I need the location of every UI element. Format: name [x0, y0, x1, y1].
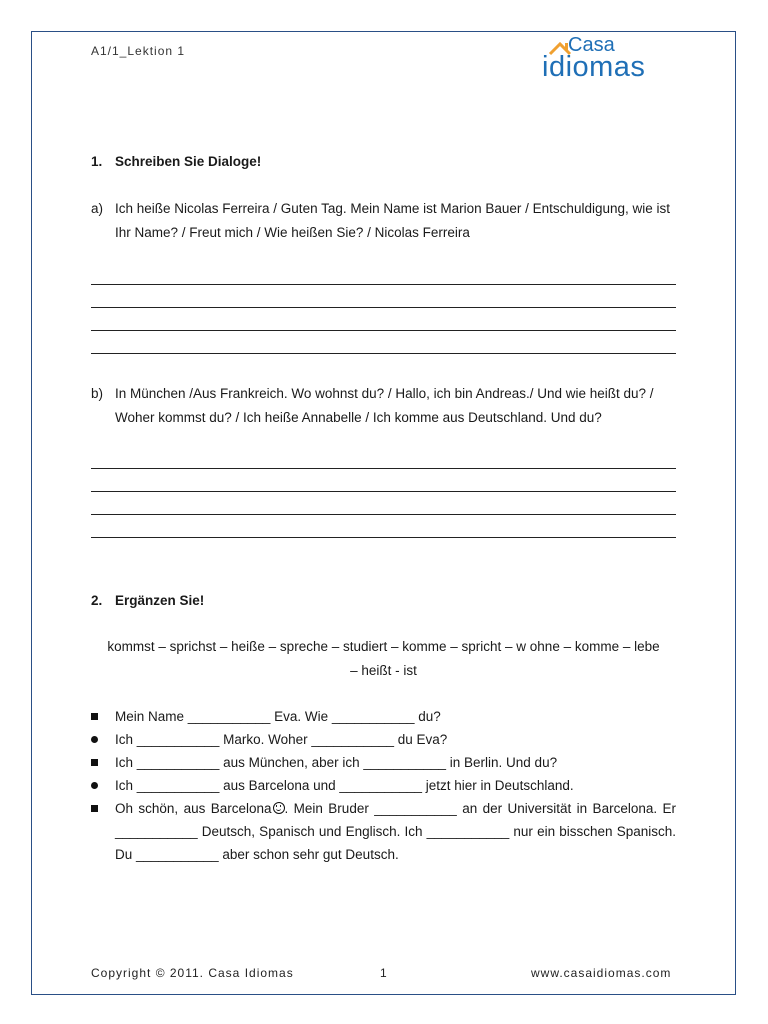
lesson-label: A1/1_Lektion 1 [91, 44, 186, 58]
section-2-number: 2. [91, 593, 103, 608]
fill-in-exercise [91, 705, 676, 866]
square-bullet-icon [91, 797, 107, 821]
exercise-item-text: Ich ___________ Marko. Woher ___________ du Eva? [115, 732, 448, 747]
exercise-item-text-end: . Mein Bruder ___________ an der Universität in Barcelona. Er ___________ Deutsch, Spanisch und Englisch. Ich ___________ nur ein bisschen Spanisch. Du ___________ aber schon sehr gut Deutsch. [115, 801, 676, 862]
answer-line[interactable] [91, 284, 676, 285]
exercise-item [91, 705, 676, 728]
circle-bullet-icon [91, 774, 107, 798]
answer-line[interactable] [91, 468, 676, 469]
casa-idiomas-logo [540, 34, 670, 84]
task-a-label: a) [91, 201, 104, 216]
section-1-title: Schreiben Sie Dialoge! [115, 154, 262, 169]
exercise-item [91, 774, 676, 797]
circle-bullet-icon [91, 728, 107, 752]
logo-idiomas-text: idiomas [542, 51, 646, 83]
footer-website[interactable]: www.casaidiomas.com [531, 966, 672, 980]
exercise-item [91, 751, 676, 774]
section-1-number: 1. [91, 154, 103, 169]
footer-copyright: Copyright © 2011. Casa Idiomas [91, 966, 294, 980]
task-b-text: In München /Aus Frankreich. Wo wohnst du? / Hallo, ich bin Andreas./ Und wie heißt du? / Woher kommst du? / Ich heiße Annabelle / Ich komme aus Deutschland. Und du? [115, 386, 654, 425]
section-2-title: Ergänzen Sie! [115, 593, 205, 608]
answer-line[interactable] [91, 537, 676, 538]
logo-casa-text: Casa [568, 34, 615, 56]
answer-line[interactable] [91, 353, 676, 354]
section-1-heading [91, 154, 261, 169]
exercise-item [91, 797, 676, 866]
answer-line[interactable] [91, 330, 676, 331]
task-a-text: Ich heiße Nicolas Ferreira / Guten Tag. Mein Name ist Marion Bauer / Entschuldigung, wie ist Ihr Name? / Freut mich / Wie heißen Sie? / Nicolas Ferreira [115, 201, 670, 240]
square-bullet-icon [91, 751, 107, 775]
task-a [91, 197, 676, 245]
answer-line[interactable] [91, 491, 676, 492]
exercise-item-text: Mein Name ___________ Eva. Wie ___________ du? [115, 709, 441, 724]
footer-page-number: 1 [380, 966, 388, 980]
word-bank-line-2: – heißt - ist [350, 663, 417, 678]
exercise-item-text: Ich ___________ aus München, aber ich ___________ in Berlin. Und du? [115, 755, 558, 770]
answer-line[interactable] [91, 514, 676, 515]
square-bullet-icon [91, 705, 107, 729]
smiley-icon [273, 802, 285, 814]
answer-line[interactable] [91, 307, 676, 308]
section-2-heading [91, 593, 204, 608]
exercise-item-text: Ich ___________ aus Barcelona und ___________ jetzt hier in Deutschland. [115, 778, 574, 793]
exercise-item-text-start: Oh schön, aus Barcelona [115, 801, 272, 816]
word-bank-line-1: kommst – sprichst – heiße – spreche – studiert – komme – spricht – w ohne – komme – lebe [107, 639, 660, 654]
task-b-label: b) [91, 386, 104, 401]
word-bank [91, 635, 676, 683]
task-b [91, 382, 676, 430]
exercise-item [91, 728, 676, 751]
